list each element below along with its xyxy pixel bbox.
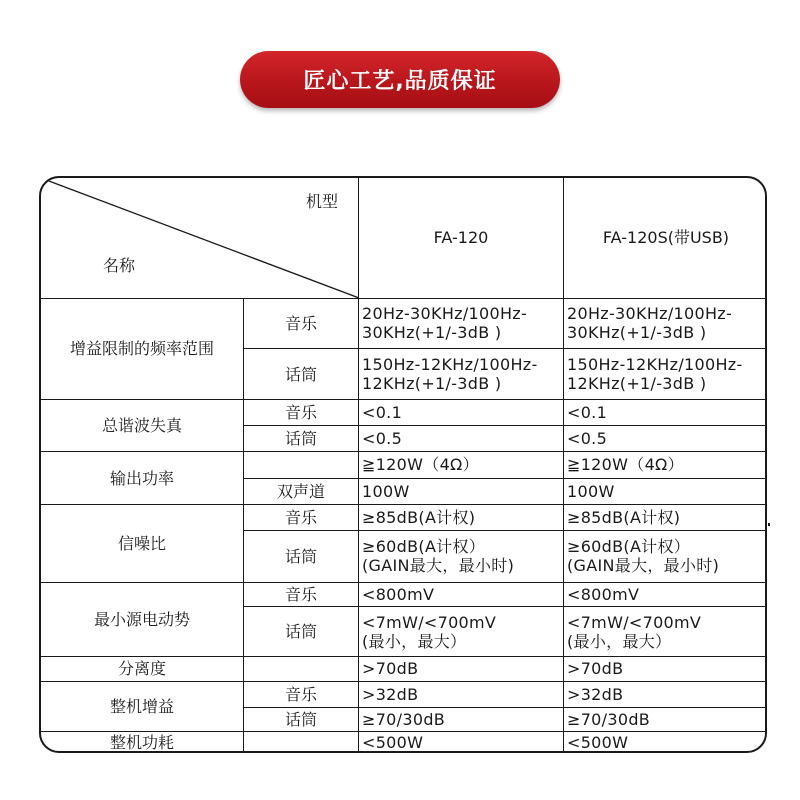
model-header-fa120s: FA-120S(带USB) xyxy=(564,178,768,299)
table-row xyxy=(41,657,768,681)
value-cell-fa120s: ≧120W（4Ω） xyxy=(564,452,768,478)
sub-cell: 话筒 xyxy=(244,707,359,731)
table-row xyxy=(41,731,768,753)
sub-cell: 音乐 xyxy=(244,504,359,530)
sub-cell: 话筒 xyxy=(244,426,359,452)
sub-cell: 话筒 xyxy=(244,607,359,657)
category-cell: 增益限制的频率范围 xyxy=(41,298,244,400)
value-cell-fa120s: ≥70/30dB xyxy=(564,707,768,731)
model-header-fa120: FA-120 xyxy=(359,178,564,299)
header-corner-cell xyxy=(41,178,359,299)
table-row xyxy=(41,583,768,607)
table-row xyxy=(41,452,768,478)
value-cell-fa120: ≥70/30dB xyxy=(359,707,564,731)
category-cell: 整机增益 xyxy=(41,681,244,731)
value-cell-fa120: ≥85dB(A计权) xyxy=(359,504,564,530)
corner-model-label: 机型 xyxy=(305,192,338,211)
value-cell-fa120: <0.5 xyxy=(359,426,564,452)
value-cell-fa120s: >32dB xyxy=(564,681,768,707)
value-cell-fa120s: <500W xyxy=(564,731,768,753)
category-cell: 总谐波失真 xyxy=(41,400,244,452)
table-row xyxy=(41,504,768,530)
value-cell-fa120s: 150Hz-12KHz/100Hz- 12KHz(+1/-3dB ) xyxy=(564,348,768,399)
value-cell-fa120: <500W xyxy=(359,731,564,753)
sub-cell xyxy=(244,731,359,753)
value-cell-fa120s: ≥60dB(A计权） (GAIN最大，最小时) xyxy=(564,530,768,582)
value-cell-fa120: 100W xyxy=(359,478,564,504)
sub-cell xyxy=(244,452,359,478)
banner-title: 匠心工艺,品质保证 xyxy=(303,69,497,94)
title-banner xyxy=(240,51,560,108)
value-cell-fa120: ≥60dB(A计权） (GAIN最大，最小时) xyxy=(359,530,564,582)
value-cell-fa120s: <0.1 xyxy=(564,400,768,426)
value-cell-fa120s: ≥85dB(A计权) xyxy=(564,504,768,530)
value-cell-fa120s: <0.5 xyxy=(564,426,768,452)
value-cell-fa120: <800mV xyxy=(359,583,564,607)
table-row xyxy=(41,681,768,707)
sub-cell: 话筒 xyxy=(244,348,359,399)
sub-cell: 音乐 xyxy=(244,298,359,348)
sub-cell: 音乐 xyxy=(244,583,359,607)
value-cell-fa120: ≧120W（4Ω） xyxy=(359,452,564,478)
sub-cell: 音乐 xyxy=(244,400,359,426)
sub-cell xyxy=(244,657,359,681)
value-cell-fa120s: <800mV xyxy=(564,583,768,607)
sub-cell: 双声道 xyxy=(244,478,359,504)
category-cell: 最小源电动势 xyxy=(41,583,244,657)
value-cell-fa120: >32dB xyxy=(359,681,564,707)
value-cell-fa120: <0.1 xyxy=(359,400,564,426)
value-cell-fa120s: 100W xyxy=(564,478,768,504)
value-cell-fa120s: >70dB xyxy=(564,657,768,681)
category-cell: 整机功耗 xyxy=(41,731,244,753)
spec-table xyxy=(39,176,767,753)
table-row xyxy=(41,400,768,426)
table-edge-mark xyxy=(768,523,770,526)
corner-name-label: 名称 xyxy=(103,256,136,275)
value-cell-fa120s: <7mW/<700mV (最小，最大） xyxy=(564,607,768,657)
value-cell-fa120: >70dB xyxy=(359,657,564,681)
category-cell: 信噪比 xyxy=(41,504,244,582)
category-cell: 输出功率 xyxy=(41,452,244,504)
value-cell-fa120: 150Hz-12KHz/100Hz- 12KHz(+1/-3dB ) xyxy=(359,348,564,399)
value-cell-fa120: 20Hz-30KHz/100Hz- 30KHz(+1/-3dB ) xyxy=(359,298,564,348)
sub-cell: 音乐 xyxy=(244,681,359,707)
sub-cell: 话筒 xyxy=(244,530,359,582)
value-cell-fa120s: 20Hz-30KHz/100Hz- 30KHz(+1/-3dB ) xyxy=(564,298,768,348)
category-cell: 分离度 xyxy=(41,657,244,681)
table-header-row xyxy=(41,178,768,299)
value-cell-fa120: <7mW/<700mV (最小，最大） xyxy=(359,607,564,657)
table-row xyxy=(41,298,768,348)
